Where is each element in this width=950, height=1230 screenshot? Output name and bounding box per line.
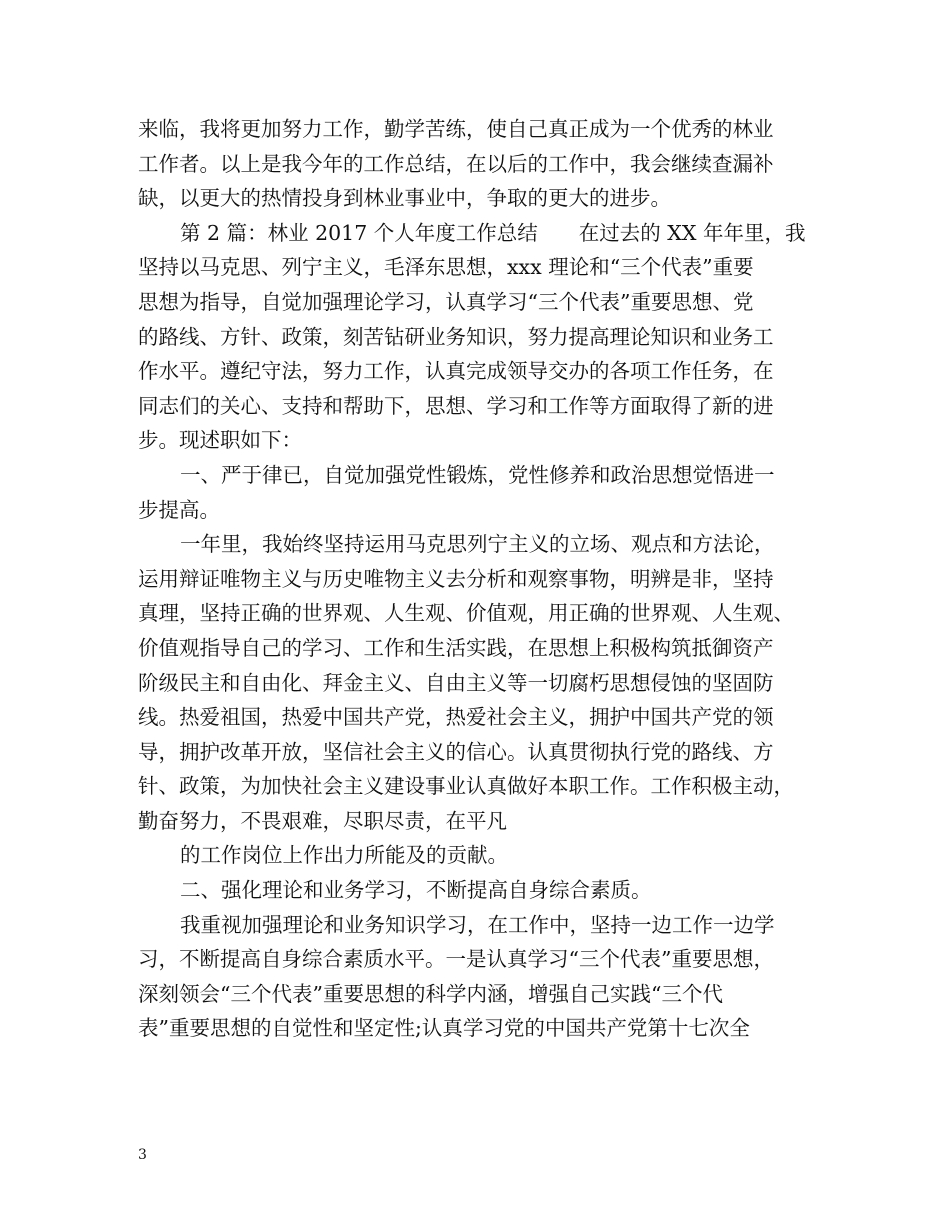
- text-line: 导，拥护改革开放，坚信社会主义的信心。认真贯彻执行党的路线、方: [138, 739, 774, 764]
- text-line: 坚持以马克思、列宁主义，毛泽东思想，xxx 理论和“三个代表”重要: [138, 255, 754, 280]
- page-number: 3: [138, 1147, 147, 1163]
- document-body: [138, 112, 818, 1046]
- text-line: 二、强化理论和业务学习，不断提高自身综合素质。: [180, 878, 652, 903]
- text-line: 针、政策，为加快社会主义建设事业认真做好本职工作。工作积极主动，: [138, 774, 794, 799]
- text-line: 的工作岗位上作出力所能及的贡献。: [180, 843, 508, 868]
- text-line: 工作者。以上是我今年的工作总结，在以后的工作中，我会继续查漏补: [138, 151, 774, 176]
- text-line: 缺，以更大的热情投身到林业事业中，争取的更大的进步。: [138, 186, 671, 211]
- text-line: 第 2 篇：林业 2017 个人年度工作总结 在过去的 XX 年年里，我: [180, 220, 806, 245]
- text-line: 思想为指导，自觉加强理论学习，认真学习“三个代表”重要思想、党: [138, 289, 754, 314]
- text-line: 一、严于律已，自觉加强党性锻炼，党性修养和政治思想觉悟进一: [180, 462, 775, 487]
- text-line: 线。热爱祖国，热爱中国共产党，热爱社会主义，拥护中国共产党的领: [138, 705, 774, 730]
- text-line: 阶级民主和自由化、拜金主义、自由主义等一切腐朽思想侵蚀的坚固防: [138, 670, 774, 695]
- text-line: 深刻领会“三个代表”重要思想的科学内涵，增强自己实践“三个代: [138, 981, 723, 1006]
- text-line: 步。现述职如下：: [138, 428, 302, 453]
- text-line: 运用辩证唯物主义与历史唯物主义去分析和观察事物，明辨是非，坚持: [138, 566, 774, 591]
- text-line: 价值观指导自己的学习、工作和生活实践，在思想上积极构筑抵御资产: [138, 635, 774, 660]
- text-line: 同志们的关心、支持和帮助下，思想、学习和工作等方面取得了新的进: [138, 393, 774, 418]
- text-line: 作水平。遵纪守法，努力工作，认真完成领导交办的各项工作任务，在: [138, 359, 774, 384]
- text-line: 步提高。: [138, 497, 220, 522]
- text-line: 我重视加强理论和业务知识学习，在工作中，坚持一边工作一边学: [180, 912, 775, 937]
- text-line: 习，不断提高自身综合素质水平。一是认真学习“三个代表”重要思想，: [138, 947, 774, 972]
- text-line: 的路线、方针、政策，刻苦钻研业务知识，努力提高理论知识和业务工: [138, 324, 774, 349]
- text-line: 真理，坚持正确的世界观、人生观、价值观，用正确的世界观、人生观、: [138, 601, 794, 626]
- text-line: 来临，我将更加努力工作，勤学苦练，使自己真正成为一个优秀的林业: [138, 117, 774, 141]
- text-line: 表”重要思想的自觉性和坚定性;认真学习党的中国共产党第十七次全: [138, 1016, 750, 1041]
- text-line: 勤奋努力，不畏艰难，尽职尽责，在平凡: [138, 808, 507, 833]
- text-line: 一年里，我始终坚持运用马克思列宁主义的立场、观点和方法论，: [180, 532, 775, 557]
